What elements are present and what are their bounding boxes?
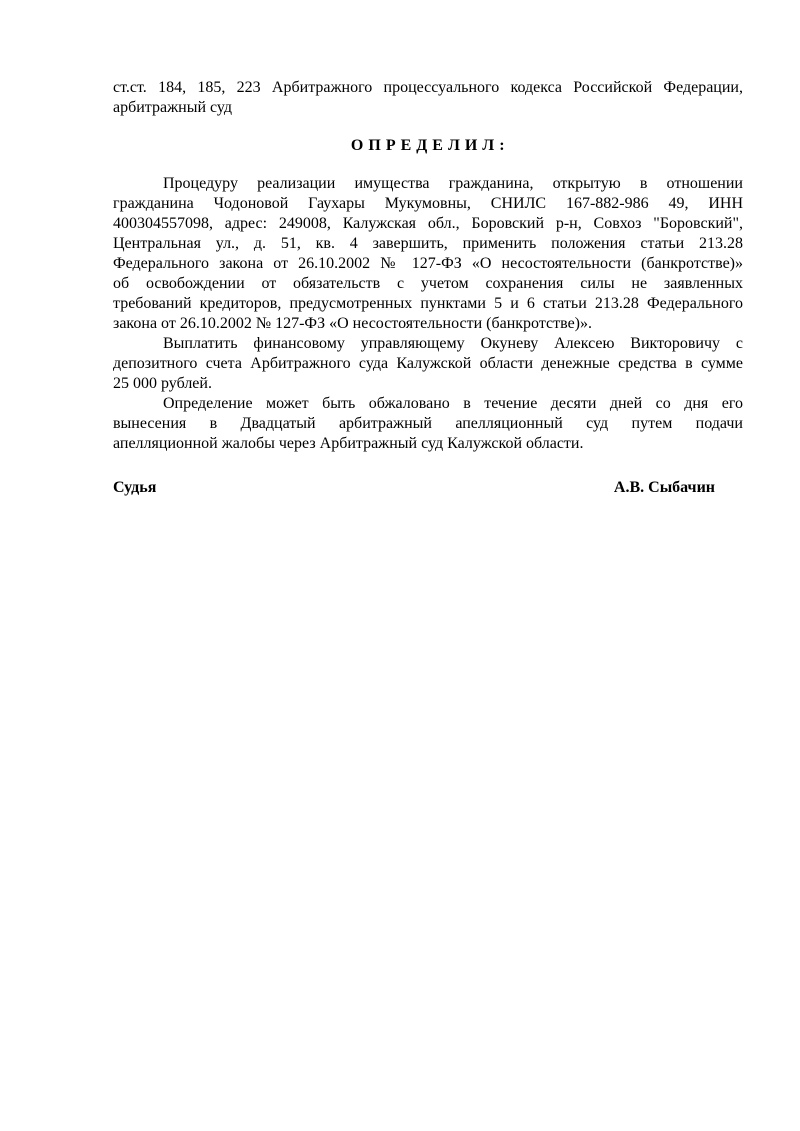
ruling-paragraph bbox=[113, 394, 743, 454]
paragraph-line: 400304557098, адрес: 249008, Калужская обл., Боровский р-н, Совхоз "Боровский", bbox=[113, 215, 743, 232]
ruling-heading: О П Р Е Д Е Л И Л : bbox=[350, 137, 506, 154]
paragraph-line: 25 000 рублей. bbox=[113, 375, 212, 392]
document-text-block bbox=[113, 78, 743, 498]
paragraph-line: вынесения в Двадцатый арбитражный апелляционный суд путем подачи bbox=[113, 415, 743, 432]
paragraph-line: Определение может быть обжаловано в течение десяти дней со дня его bbox=[163, 395, 743, 412]
intro-line: ст.ст. 184, 185, 223 Арбитражного процессуального кодекса Российской Федерации, bbox=[113, 79, 743, 96]
paragraph-line: гражданина Чодоновой Гаухары Мукумовны, СНИЛС 167-882-986 49, ИНН bbox=[113, 195, 743, 212]
judge-label: Судья bbox=[113, 479, 157, 496]
paragraph-line: об освобождении от обязательств с учетом сохранения силы не заявленных bbox=[113, 275, 743, 292]
ruling-paragraph bbox=[113, 334, 743, 394]
paragraph-line: депозитного счета Арбитражного суда Калужской области денежные средства в сумме bbox=[113, 355, 743, 372]
intro-line: арбитражный суд bbox=[113, 99, 233, 116]
paragraph-line: Выплатить финансовому управляющему Окуневу Алексею Викторовичу с bbox=[163, 335, 743, 352]
paragraph-line: Центральная ул., д. 51, кв. 4 завершить, применить положения статьи 213.28 bbox=[113, 235, 743, 252]
judge-name: А.В. Сыбачин bbox=[613, 479, 715, 496]
signature-row bbox=[113, 478, 743, 498]
paragraph-line: закона от 26.10.2002 № 127-ФЗ «О несостоятельности (банкротстве)». bbox=[113, 315, 592, 332]
paragraph-line: апелляционной жалобы через Арбитражный суд Калужской области. bbox=[113, 435, 584, 452]
ruling-paragraph bbox=[113, 174, 743, 334]
intro-paragraph bbox=[113, 78, 743, 118]
paragraph-line: требований кредиторов, предусмотренных пунктами 5 и 6 статьи 213.28 Федерального bbox=[113, 295, 743, 312]
paragraph-line: Процедуру реализации имущества гражданина, открытую в отношении bbox=[163, 175, 743, 192]
paragraph-line: Федерального закона от 26.10.2002 № 127-ФЗ «О несостоятельности (банкротстве)» bbox=[113, 255, 743, 272]
